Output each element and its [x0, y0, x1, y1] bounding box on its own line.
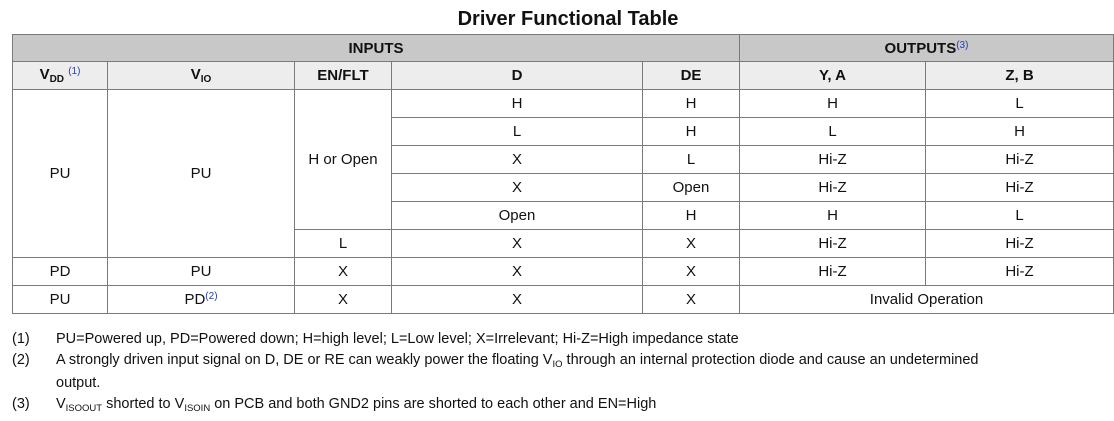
de-cell: H: [643, 202, 740, 230]
d-cell: H: [392, 90, 643, 118]
vio-cell: PU: [108, 90, 295, 258]
en-flt-cell: X: [295, 258, 392, 286]
footnote-text: [56, 351, 1017, 392]
footnote-text: PU=Powered up, PD=Powered down; H=high level; L=Low level; X=Irrelevant; Hi-Z=High impedance state: [56, 331, 739, 347]
footnotes: [12, 330, 1017, 421]
vdd-cell: PU: [13, 90, 108, 258]
vio-header: [108, 62, 295, 90]
y-a-cell: L: [740, 118, 926, 146]
de-cell: L: [643, 146, 740, 174]
invalid-operation-cell: Invalid Operation: [740, 286, 1114, 314]
vio-cell: PU: [108, 258, 295, 286]
footnote: [12, 351, 1017, 392]
table-title: Driver Functional Table: [457, 8, 679, 30]
footnote: [12, 330, 1017, 348]
footnote-text-part: V: [56, 396, 66, 412]
en-flt-cell: L: [295, 230, 392, 258]
footnote: [12, 395, 1017, 418]
z-b-cell: Hi-Z: [926, 230, 1114, 258]
footnote-number: (3): [12, 396, 30, 412]
vio-footnote-ref: (2): [205, 291, 218, 302]
z-b-cell: Hi-Z: [926, 146, 1114, 174]
y-a-cell: Hi-Z: [740, 174, 926, 202]
de-cell: X: [643, 286, 740, 314]
d-cell: X: [392, 230, 643, 258]
footnote-text-part: shorted to V: [102, 396, 185, 412]
y-a-cell: H: [740, 202, 926, 230]
table-row: [13, 258, 1114, 286]
vdd-header-sub: DD: [49, 74, 65, 85]
z-b-cell: H: [926, 118, 1114, 146]
de-cell: X: [643, 258, 740, 286]
z-b-cell: Hi-Z: [926, 258, 1114, 286]
vio-cell: [108, 286, 295, 314]
footnote-subscript: IO: [552, 359, 563, 370]
y-a-cell: H: [740, 90, 926, 118]
y-a-header: Y, A: [740, 62, 926, 90]
d-header: D: [392, 62, 643, 90]
de-header: DE: [643, 62, 740, 90]
y-a-cell: Hi-Z: [740, 230, 926, 258]
vio-header-sub: IO: [200, 74, 212, 85]
en-flt-cell: H or Open: [295, 90, 392, 230]
z-b-cell: Hi-Z: [926, 174, 1114, 202]
d-cell: X: [392, 146, 643, 174]
en-flt-cell: X: [295, 286, 392, 314]
vdd-footnote-ref: (1): [68, 66, 81, 77]
footnote-number: (2): [12, 352, 30, 368]
de-cell: H: [643, 118, 740, 146]
vdd-header: [13, 62, 108, 90]
footnote-text-part: A strongly driven input signal on D, DE or RE can weakly power the floating V: [56, 352, 553, 368]
vdd-header-main: V: [39, 66, 50, 83]
vio-value: PD: [184, 291, 206, 308]
de-cell: Open: [643, 174, 740, 202]
outputs-label: OUTPUTS: [884, 39, 957, 57]
vio-header-main: V: [190, 66, 201, 83]
outputs-footnote-ref: (3): [956, 39, 969, 51]
z-b-header: Z, B: [926, 62, 1114, 90]
footnote-text-part: on PCB and both GND2 pins are shorted to each other and EN=High: [210, 396, 657, 412]
footnote-number: (1): [12, 331, 30, 347]
table-row: [13, 286, 1114, 314]
d-cell: Open: [392, 202, 643, 230]
d-cell: L: [392, 118, 643, 146]
d-cell: X: [392, 286, 643, 314]
de-cell: X: [643, 230, 740, 258]
d-cell: X: [392, 258, 643, 286]
y-a-cell: Hi-Z: [740, 258, 926, 286]
en-flt-header: EN/FLT: [295, 62, 392, 90]
footnote-subscript: ISOOUT: [65, 403, 103, 414]
column-header-row: [13, 62, 1114, 90]
vdd-cell: PU: [13, 286, 108, 314]
inputs-group-header: INPUTS: [13, 35, 740, 62]
table-row: [13, 90, 1114, 118]
d-cell: X: [392, 174, 643, 202]
footnote-text: [56, 395, 1017, 418]
y-a-cell: Hi-Z: [740, 146, 926, 174]
z-b-cell: L: [926, 202, 1114, 230]
footnote-text-part: through an internal protection diode and cause an undetermined output.: [56, 352, 979, 391]
de-cell: H: [643, 90, 740, 118]
vdd-cell: PD: [13, 258, 108, 286]
footnote-subscript: ISOIN: [184, 403, 211, 414]
outputs-group-header: [740, 35, 1114, 62]
z-b-cell: L: [926, 90, 1114, 118]
driver-functional-table: [12, 34, 1114, 314]
group-header-row: [13, 35, 1114, 62]
